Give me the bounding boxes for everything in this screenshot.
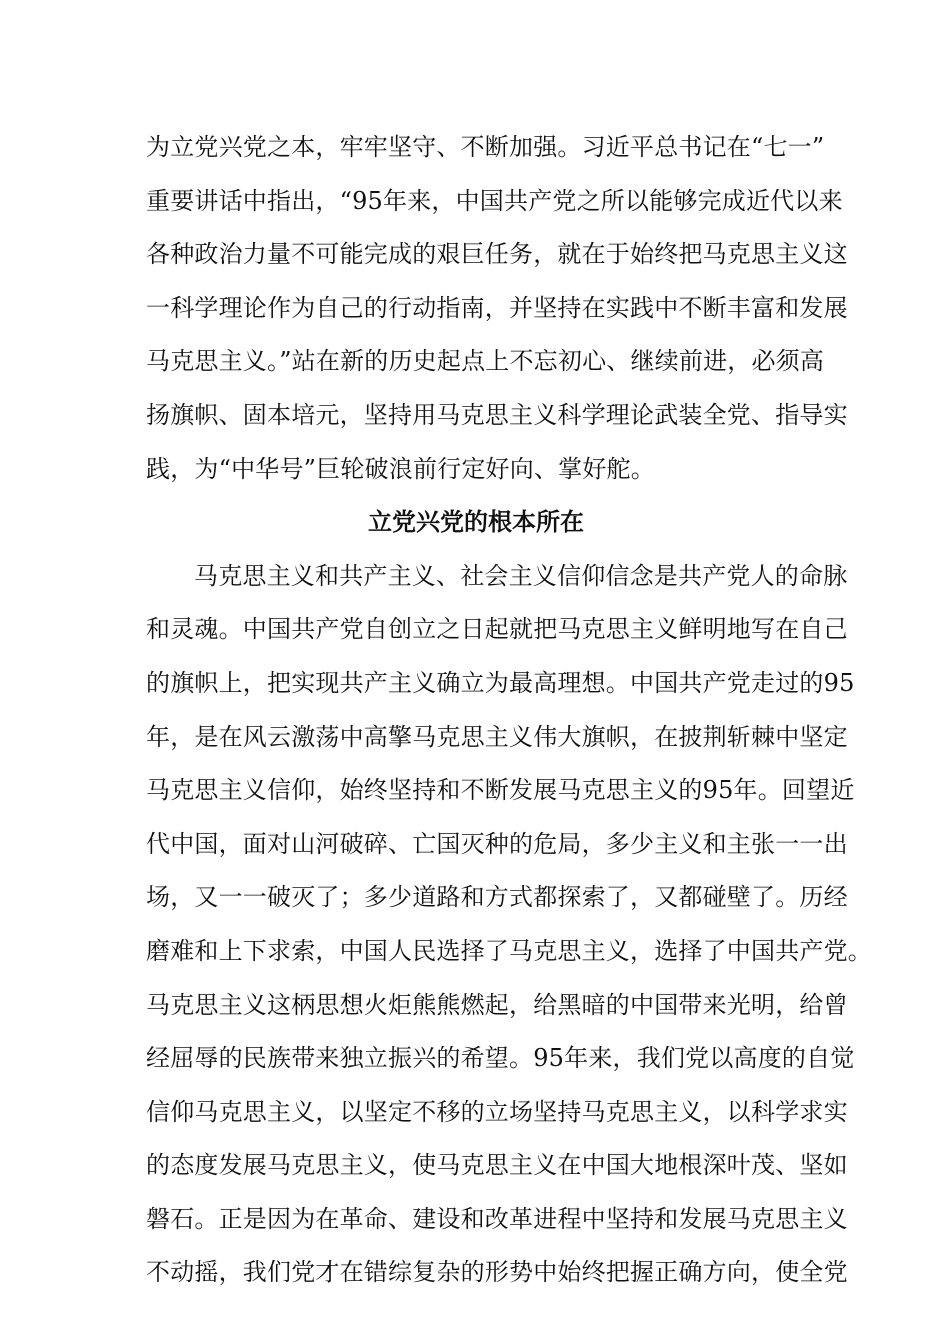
text-line: 一科学理论作为自己的行动指南，并坚持在实践中不断丰富和发展 — [146, 293, 848, 322]
text-line: 马克思主义和共产主义、社会主义信仰信念是共产党人的命脉 — [194, 561, 848, 590]
text-line: 经屈辱的民族带来独立振兴的希望。95年来，我们党以高度的自觉 — [146, 1044, 855, 1073]
document-body — [146, 127, 872, 1306]
text-line: 马克思主义这柄思想火炬熊熊燃起，给黑暗的中国带来光明，给曾 — [146, 990, 848, 1019]
text-line: 的旗帜上，把实现共产主义确立为最高理想。中国共产党走过的95 — [146, 668, 855, 697]
section-heading: 立党兴党的根本所在 — [368, 508, 584, 537]
text-line: 和灵魂。中国共产党自创立之日起就把马克思主义鲜明地写在自己 — [146, 615, 848, 644]
text-line: 的态度发展马克思主义，使马克思主义在中国大地根深叶茂、坚如 — [146, 1151, 848, 1180]
text-line: 马克思主义。”站在新的历史起点上不忘初心、继续前进，必须高 — [146, 347, 825, 376]
text-line: 磐石。正是因为在革命、建设和改革进程中坚持和发展马克思主义 — [146, 1204, 848, 1233]
text-line: 马克思主义信仰，始终坚持和不断发展马克思主义的95年。回望近 — [146, 776, 855, 805]
text-line: 场，又一一破灭了；多少道路和方式都探索了，又都碰壁了。历经 — [146, 883, 848, 912]
text-line: 不动摇，我们党才在错综复杂的形势中始终把握正确方向，使全党 — [146, 1258, 848, 1287]
text-line: 扬旗帜、固本培元，坚持用马克思主义科学理论武装全党、指导实 — [146, 400, 848, 429]
text-line: 磨难和上下求索，中国人民选择了马克思主义，选择了中国共产党。 — [146, 936, 872, 965]
paragraph-2 — [146, 556, 872, 1306]
text-line: 代中国，面对山河破碎、亡国灭种的危局，多少主义和主张一一出 — [146, 829, 848, 858]
text-line: 重要讲话中指出，“95年来，中国共产党之所以能够完成近代以来 — [146, 186, 843, 215]
paragraph-1 — [146, 127, 848, 502]
text-line: 践，为“中华号”巨轮破浪前行定好向、掌好舵。 — [146, 454, 655, 483]
text-line: 为立党兴党之本，牢牢坚守、不断加强。习近平总书记在“七一” — [146, 133, 825, 161]
text-line: 各种政治力量不可能完成的艰巨任务，就在于始终把马克思主义这 — [146, 240, 848, 269]
text-line: 信仰马克思主义，以坚定不移的立场坚持马克思主义，以科学求实 — [146, 1097, 848, 1126]
text-line: 年，是在风云激荡中高擎马克思主义伟大旗帜，在披荆斩棘中坚定 — [146, 722, 848, 751]
